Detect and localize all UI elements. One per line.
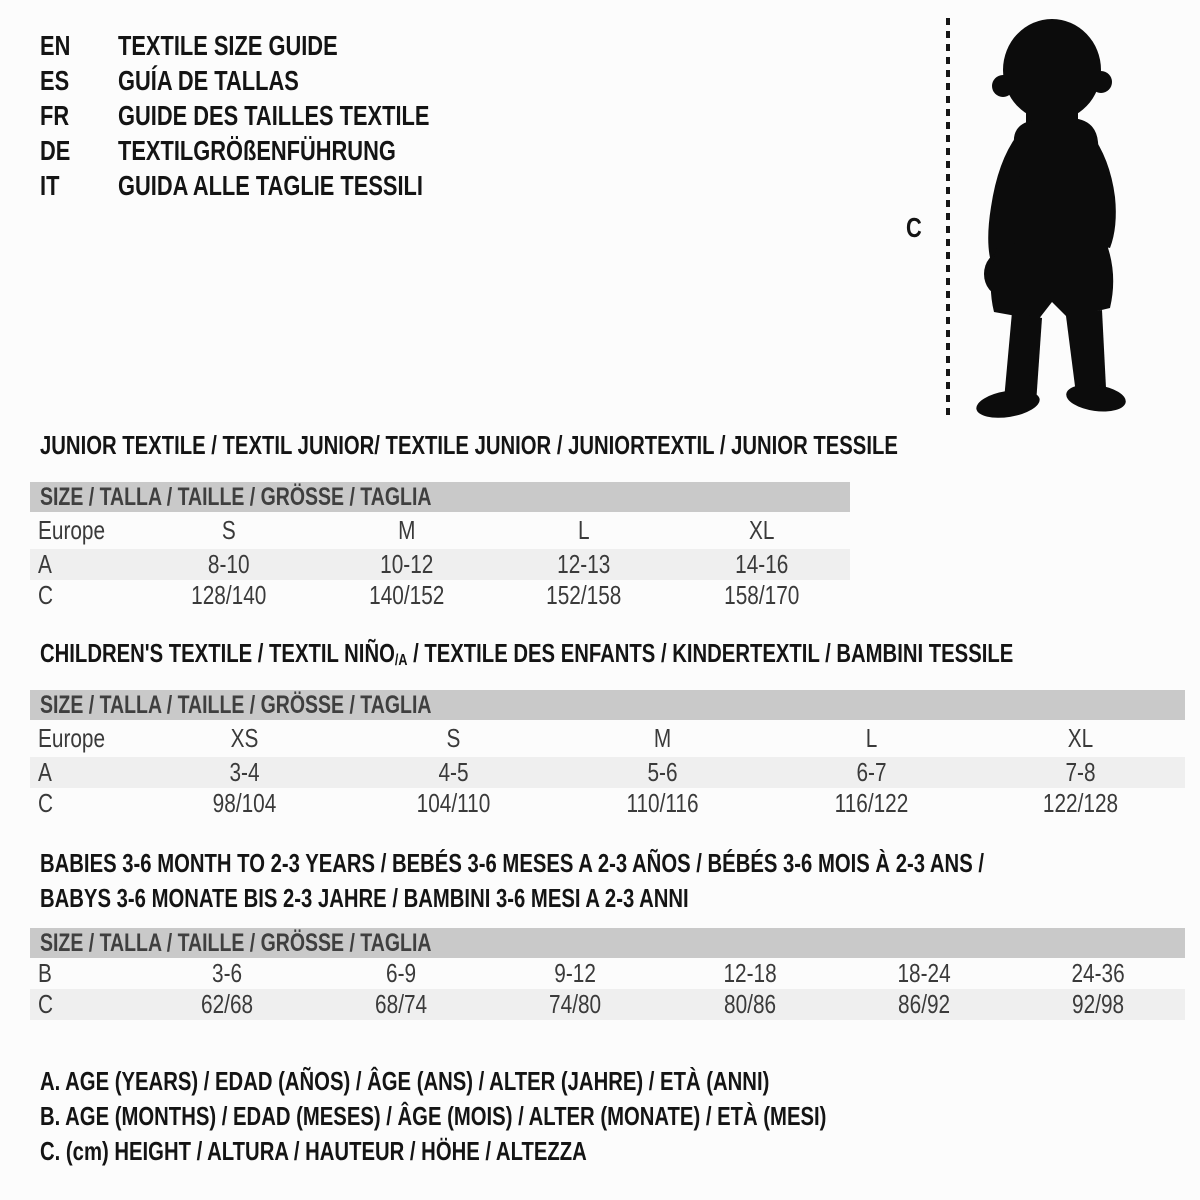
- row-label: C: [38, 989, 54, 1019]
- junior-section-heading: [40, 430, 1140, 461]
- region-header-cell: Europe: [38, 515, 106, 545]
- size-col-header: M: [653, 723, 672, 753]
- table-cell: 92/98: [1071, 989, 1124, 1019]
- junior-row-a: [30, 549, 850, 580]
- table-cell: 74/80: [549, 989, 602, 1019]
- row-label: A: [38, 549, 52, 579]
- table-cell: 98/104: [212, 788, 277, 818]
- babies-section-heading: [40, 846, 1200, 916]
- table-cell: 116/122: [834, 788, 909, 818]
- table-cell: 24-36: [1071, 958, 1125, 988]
- children-heading-sub: /A: [394, 650, 408, 669]
- junior-size-table: [30, 482, 850, 611]
- junior-size-bar: [30, 482, 850, 512]
- language-code: EN: [40, 30, 71, 61]
- measurement-legend: [40, 1064, 1048, 1169]
- babies-size-bar: [30, 928, 1185, 958]
- language-title: GUIDE DES TAILLES TEXTILE: [118, 100, 430, 131]
- size-col-header: XS: [230, 723, 259, 753]
- legend-text: B. AGE (MONTHS) / EDAD (MESES) / ÂGE (MOIS) / ALTER (MONATE) / ETÀ (MESI): [40, 1101, 827, 1131]
- row-label: C: [38, 580, 54, 610]
- row-label: C: [38, 788, 54, 818]
- height-measure-label: C: [906, 212, 922, 243]
- language-title-list: [40, 28, 429, 203]
- table-cell: 14-16: [734, 549, 788, 579]
- junior-row-c: [30, 580, 850, 611]
- language-title: GUÍA DE TALLAS: [118, 65, 299, 96]
- language-row-en: [40, 28, 429, 63]
- row-label: B: [38, 958, 52, 988]
- language-row-es: [40, 63, 429, 98]
- table-cell: 3-6: [212, 958, 243, 988]
- size-col-header: XL: [1067, 723, 1094, 753]
- language-code: IT: [40, 170, 60, 201]
- size-col-header: S: [221, 515, 236, 545]
- legend-line-b: [40, 1099, 1048, 1134]
- table-cell: 152/158: [546, 580, 622, 610]
- language-title: TEXTILE SIZE GUIDE: [118, 30, 338, 61]
- language-title: GUIDA ALLE TAGLIE TESSILI: [118, 170, 423, 201]
- language-row-it: [40, 168, 429, 203]
- table-cell: 110/116: [626, 788, 699, 818]
- children-size-table: [30, 690, 1185, 819]
- size-bar-label: SIZE / TALLA / TAILLE / GRÖSSE / TAGLIA: [40, 691, 432, 719]
- children-heading-text: [40, 638, 1013, 670]
- row-label: A: [38, 757, 52, 787]
- babies-size-table: [30, 928, 1185, 1020]
- region-header-cell: Europe: [38, 723, 106, 753]
- table-cell: 68/74: [375, 989, 428, 1019]
- language-code: FR: [40, 100, 70, 131]
- table-cell: 5-6: [647, 757, 678, 787]
- table-cell: 104/110: [416, 788, 491, 818]
- size-bar-label: SIZE / TALLA / TAILLE / GRÖSSE / TAGLIA: [40, 929, 432, 957]
- table-cell: 12-13: [557, 549, 611, 579]
- babies-row-c: [30, 989, 1185, 1020]
- table-cell: 122/128: [1042, 788, 1119, 818]
- table-cell: 7-8: [1065, 757, 1096, 787]
- language-code: ES: [40, 65, 70, 96]
- table-cell: 140/152: [368, 580, 444, 610]
- height-measure-dashed-line: [946, 18, 950, 416]
- children-heading-prefix: CHILDREN'S TEXTILE / TEXTIL NIÑO: [40, 638, 395, 668]
- language-row-de: [40, 133, 429, 168]
- children-heading-suffix: / TEXTILE DES ENFANTS / KINDERTEXTIL / BAMBINI TESSILE: [407, 638, 1014, 668]
- size-bar-label: SIZE / TALLA / TAILLE / GRÖSSE / TAGLIA: [40, 483, 432, 511]
- language-title: TEXTILGRÖßENFÜHRUNG: [118, 135, 396, 166]
- table-cell: 158/170: [723, 580, 799, 610]
- babies-row-b: [30, 958, 1185, 989]
- legend-line-c: [40, 1134, 1048, 1169]
- table-cell: 12-18: [722, 958, 777, 988]
- babies-heading-line2: BABYS 3-6 MONATE BIS 2-3 JAHRE / BAMBINI 3-6 MESI A 2-3 ANNI: [40, 883, 689, 913]
- junior-header-row: [30, 512, 850, 549]
- table-cell: 9-12: [554, 958, 597, 988]
- table-cell: 3-4: [229, 757, 260, 787]
- children-row-a: [30, 757, 1185, 788]
- children-row-c: [30, 788, 1185, 819]
- children-header-row: [30, 720, 1185, 757]
- language-row-fr: [40, 98, 429, 133]
- babies-heading-line1: BABIES 3-6 MONTH TO 2-3 YEARS / BEBÉS 3-6 MESES A 2-3 AÑOS / BÉBÉS 3-6 MOIS À 2-3 ANS /: [40, 848, 984, 878]
- size-col-header: S: [446, 723, 461, 753]
- table-cell: 80/86: [723, 989, 776, 1019]
- size-col-header: L: [577, 515, 590, 545]
- size-col-header: M: [397, 515, 415, 545]
- junior-heading-text: JUNIOR TEXTILE / TEXTIL JUNIOR/ TEXTILE JUNIOR / JUNIORTEXTIL / JUNIOR TESSILE: [40, 430, 898, 460]
- language-code: DE: [40, 135, 71, 166]
- size-col-header: XL: [748, 515, 774, 545]
- table-cell: 6-7: [856, 757, 887, 787]
- legend-line-a: [40, 1064, 1048, 1099]
- size-col-header: L: [865, 723, 878, 753]
- table-cell: 86/92: [897, 989, 950, 1019]
- children-size-bar: [30, 690, 1185, 720]
- children-section-heading: [40, 638, 1200, 670]
- toddler-silhouette-icon: [956, 12, 1148, 422]
- table-cell: 4-5: [438, 757, 469, 787]
- table-cell: 18-24: [897, 958, 951, 988]
- table-cell: 62/68: [201, 989, 254, 1019]
- table-cell: 8-10: [207, 549, 250, 579]
- table-cell: 10-12: [379, 549, 433, 579]
- legend-text: C. (cm) HEIGHT / ALTURA / HAUTEUR / HÖHE / ALTEZZA: [40, 1136, 587, 1166]
- legend-text: A. AGE (YEARS) / EDAD (AÑOS) / ÂGE (ANS) / ALTER (JAHRE) / ETÀ (ANNI): [40, 1066, 770, 1096]
- table-cell: 128/140: [191, 580, 267, 610]
- table-cell: 6-9: [386, 958, 417, 988]
